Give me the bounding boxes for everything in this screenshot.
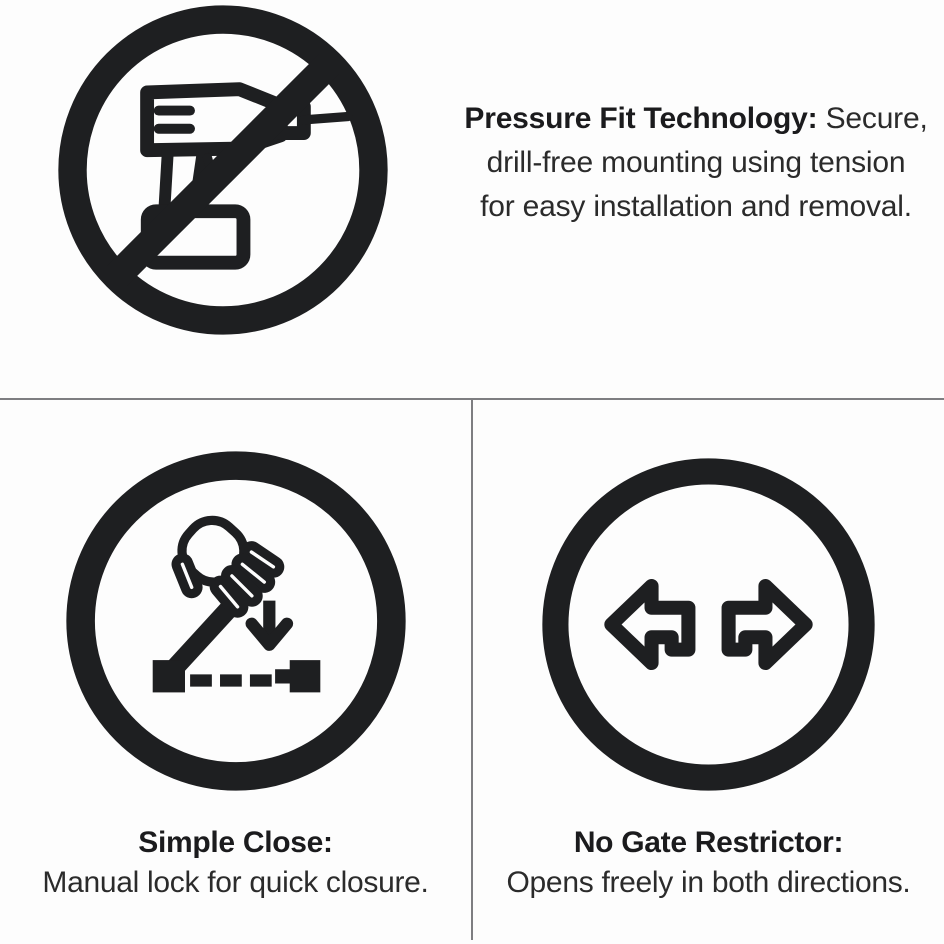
drill-bit [304,117,349,120]
right-arrow-icon [729,586,806,663]
simple-close-body: Manual lock for quick closure. [42,866,429,899]
section-no-gate-restrictor [473,400,944,944]
pressure-fit-heading: Pressure Fit Technology: [464,102,818,135]
pressure-fit-line-2: drill-free mounting using tension [486,146,906,179]
left-arrow-icon [611,586,688,663]
bidirectional-arrows-icon [541,457,876,792]
pressure-fit-line-3: for easy installation and removal. [480,190,912,223]
pressure-fit-heading-rest: Secure, [825,102,928,135]
simple-close-caption [42,823,428,903]
hand-press-lock-icon [66,451,406,791]
simple-close-heading: Simple Close: [138,826,333,859]
no-restrictor-ring [555,471,861,777]
no-restrictor-caption [507,823,911,903]
drill-icon [147,89,348,263]
no-restrictor-body: Opens freely in both directions. [506,866,911,899]
no-drill-icon-box [0,0,388,335]
latch-block [275,660,320,692]
pressure-fit-line-1 [448,97,944,141]
down-arrow-icon [251,601,286,645]
lever-hinge-block [152,660,184,692]
pressure-fit-text [448,0,944,229]
no-restrictor-heading: No Gate Restrictor: [573,826,844,859]
simple-close-ring [80,466,391,777]
section-pressure-fit [0,0,944,398]
section-simple-close [0,400,471,944]
no-drill-icon [58,5,388,335]
bottom-sections [0,400,944,944]
drill-handle-left [164,150,168,211]
